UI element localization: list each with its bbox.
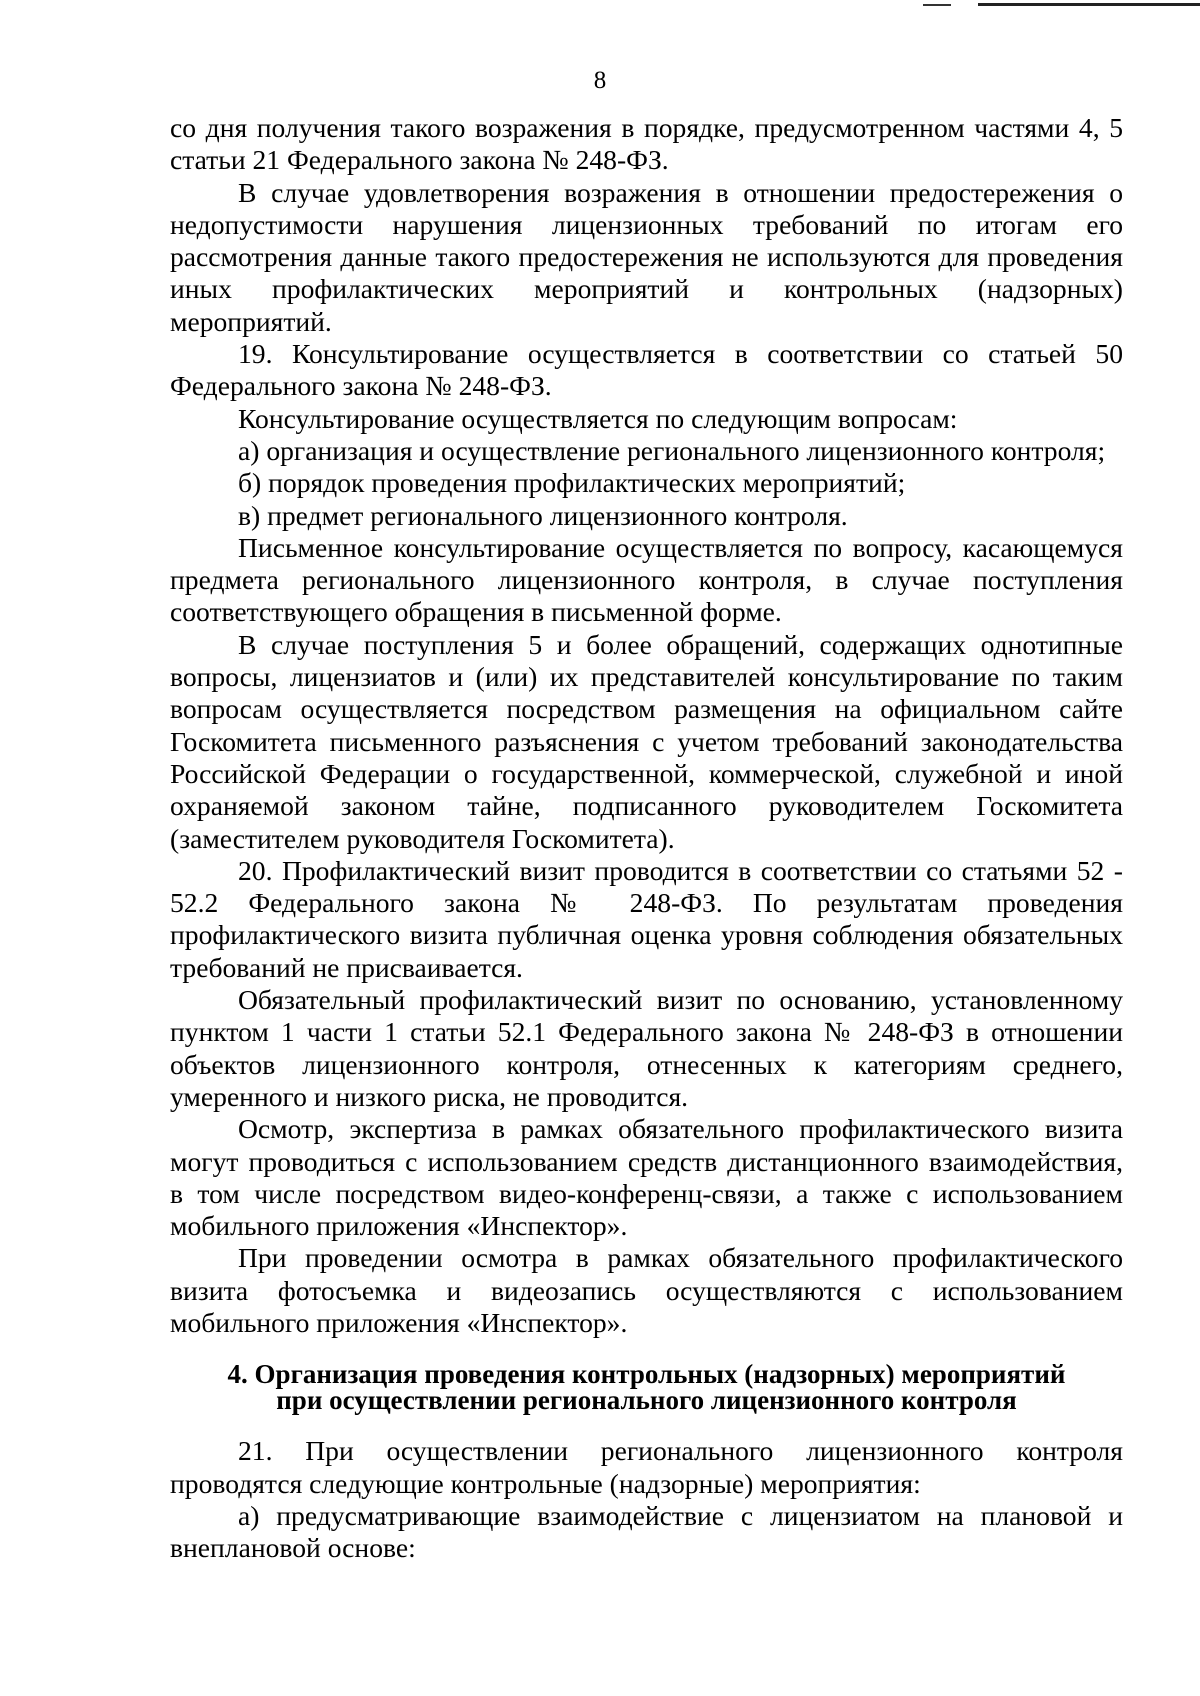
paragraph: Осмотр, экспертиза в рамках обязательного профилактического визита могут проводиться с использованием средств дистанционного взаимодействия, в том числе посредством видео-конференц-связи, а также с использованием мобильного приложения «Инспектор». [170, 1113, 1123, 1242]
paragraph: В случае удовлетворения возражения в отношении предостережения о недопустимости нарушения лицензионных требований по итогам его рассмотрения данные такого предостережения не используются для проведения иных профилактических мероприятий и контрольных (надзорных) мероприятий. [170, 176, 1123, 337]
paragraph: Обязательный профилактический визит по основанию, установленному пунктом 1 части 1 статьи 52.1 Федерального закона № 248-ФЗ в отношении объектов лицензионного контроля, отнесенных к категориям среднего, умеренного и низкого риска, не проводится. [170, 984, 1123, 1112]
list-item: а) предусматривающие взаимодействие с лицензиатом на плановой и внеплановой основе: [170, 1499, 1123, 1564]
paragraph: 21. При осуществлении регионального лицензионного контроля проводятся следующие контрольные (надзорные) мероприятия: [170, 1435, 1123, 1499]
paragraph: Письменное консультирование осуществляется по вопросу, касающемуся предмета регионального лицензионного контроля, в случае поступления соответствующего обращения в письменной форме. [170, 531, 1123, 628]
paragraph: со дня получения такого возражения в порядке, предусмотренном частями 4, 5 статьи 21 Федерального закона № 248-ФЗ. [170, 112, 1123, 176]
paragraph: В случае поступления 5 и более обращений, содержащих однотипные вопросы, лицензиатов и (или) их представителей консультирование по таким вопросам осуществляется посредством размещения на официальном сайте Госкомитета письменного разъяснения с учетом требований законодательства Российской Федерации о государственной, коммерческой, служебной и иной охраняемой законом тайне, подписанного руководителем Госкомитета (заместителем руководителя Госкомитета). [170, 628, 1123, 854]
section-heading-line: 4. Организация проведения контрольных (надзорных) мероприятий [227, 1359, 1066, 1390]
document-body [170, 112, 1123, 1564]
list-item: а) организация и осуществление регионального лицензионного контроля; [238, 434, 1106, 466]
scan-artifact [978, 3, 1200, 6]
section-heading [170, 1359, 1123, 1416]
list-item: б) порядок проведения профилактических мероприятий; [238, 467, 906, 499]
paragraph: При проведении осмотра в рамках обязательного профилактического визита фотосъемка и видеозапись осуществляются с использованием мобильного приложения «Инспектор». [170, 1242, 1123, 1338]
section-heading-line: при осуществлении регионального лицензионного контроля [276, 1385, 1017, 1416]
paragraph: 19. Консультирование осуществляется в соответствии со статьей 50 Федерального закона № 248-ФЗ. [170, 338, 1123, 402]
list-item: в) предмет регионального лицензионного контроля. [238, 499, 848, 531]
paragraph: 20. Профилактический визит проводится в соответствии со статьями 52 - 52.2 Федерального закона № 248-ФЗ. По результатам проведения профилактического визита публичная оценка уровня соблюдения обязательных требований не присваивается. [170, 854, 1123, 983]
page-number: 8 [593, 67, 607, 94]
scan-artifact [923, 4, 951, 6]
paragraph: Консультирование осуществляется по следующим вопросам: [238, 402, 958, 434]
